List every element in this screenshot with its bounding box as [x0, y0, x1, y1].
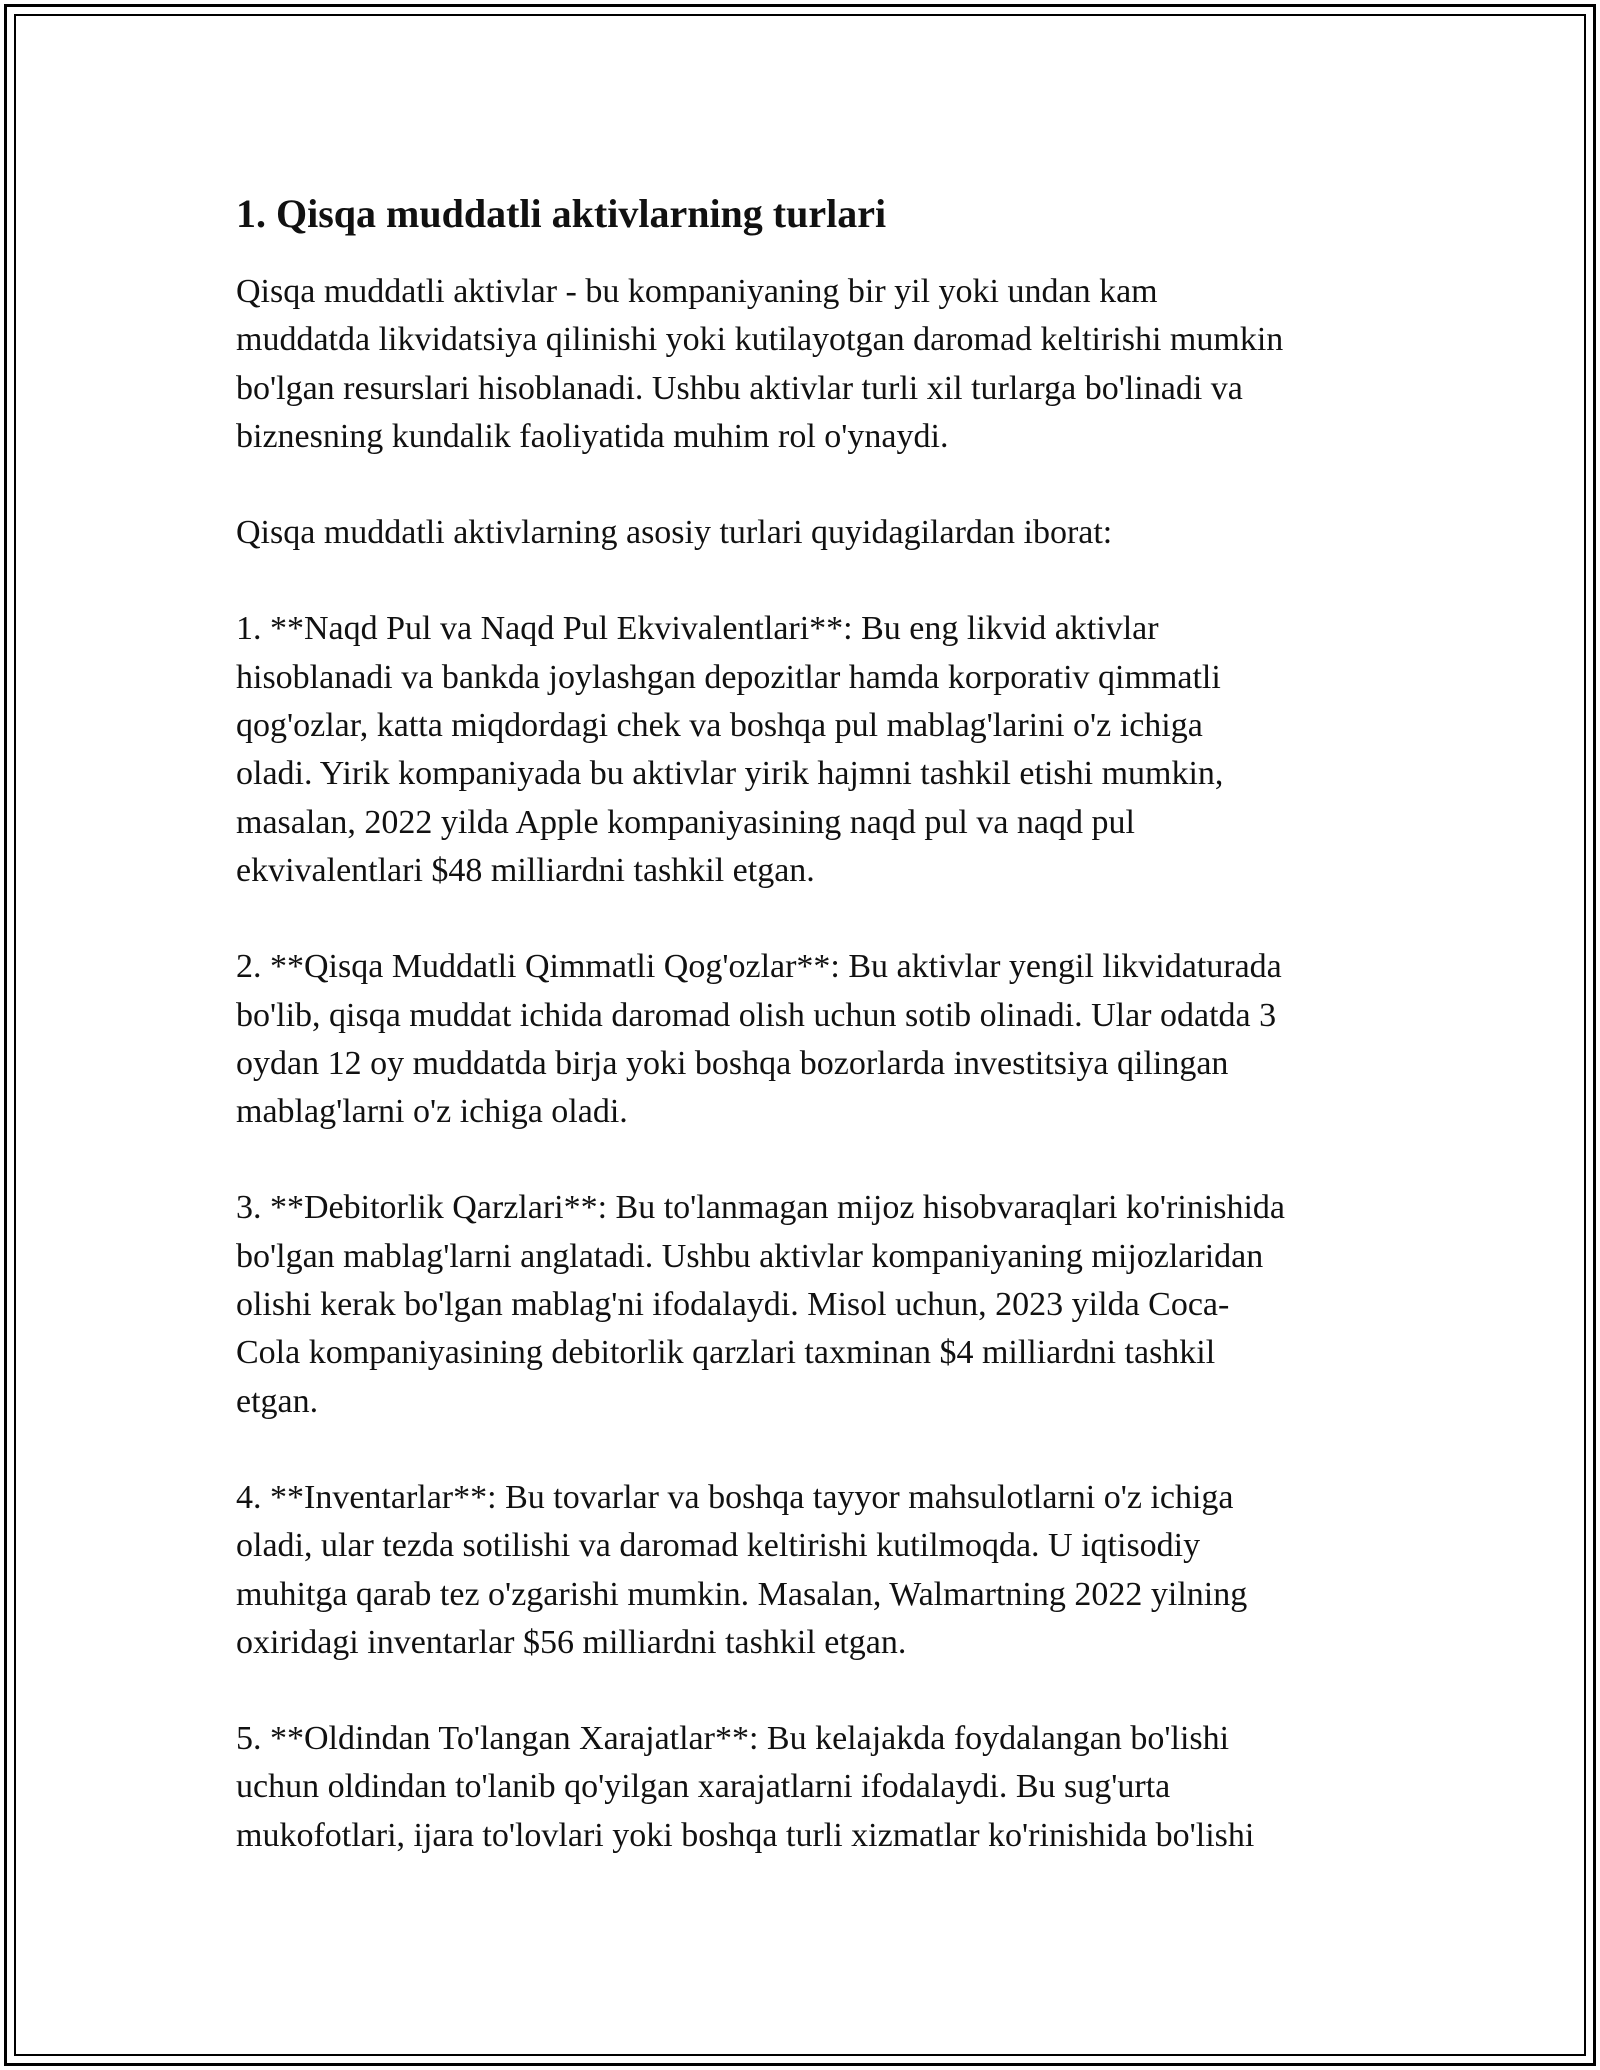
item-cash-equivalents: 1. **Naqd Pul va Naqd Pul Ekvivalentlari**: Bu eng likvid aktivlar hisoblanadi va bankda joylashgan depozitlar hamda korporativ qimmatli qog'ozlar, katta miqdordagi chek va boshqa pul mablag'larini o'z ichiga oladi. Yirik kompaniyada bu aktivlar yirik hajmni tashkil etishi mumkin, masalan, 2022 yilda Apple kompaniyasining naqd pul va naqd pul ekvivalentlari $48 milliardni tashkil etgan.	[236, 610, 1224, 889]
intro-paragraph: Qisqa muddatli aktivlar - bu kompaniyaning bir yil yoki undan kam muddatda likvidatsiya qilinishi yoki kutilayotgan daromad keltirishi mumkin bo'lgan resurslari hisoblanadi. Ushbu aktivlar turli xil turlarga bo'linadi va biznesning kundalik faoliyatida muhim rol o'ynaydi.	[236, 273, 1284, 455]
item-inventories: 4. **Inventarlar**: Bu tovarlar va boshqa tayyor mahsulotlarni o'z ichiga oladi, ular tezda sotilishi va daromad keltirishi kutilmoqda. U iqtisodiy muhitga qarab tez o'zgarishi mumkin. Masalan, Walmartning 2022 yilning oxiridagi inventarlar $56 milliardni tashkil etgan.	[236, 1478, 1248, 1661]
document-body	[236, 184, 1386, 1908]
item-prepaid-expenses: 5. **Oldindan To'langan Xarajatlar**: Bu kelajakda foydalangan bo'lishi uchun oldindan to'lanib qo'yilgan xarajatlarni ifodalaydi. Bu sug'urta mukofotlari, ijara to'lovlari yoki boshqa turli xizmatlar ko'rinishida bo'lishi	[236, 1720, 1255, 1854]
item-short-term-securities: 2. **Qisqa Muddatli Qimmatli Qog'ozlar**: Bu aktivlar yengil likvidaturada bo'lib, qisqa muddat ichida daromad olish uchun sotib olinadi. Ular odatda 3 oydan 12 oy muddatda birja yoki boshqa bozorlarda investitsiya qilingan mablag'larni o'z ichiga oladi.	[236, 948, 1282, 1131]
list-intro-paragraph: Qisqa muddatli aktivlarning asosiy turlari quyidagilardan iborat:	[236, 514, 1113, 552]
item-receivables: 3. **Debitorlik Qarzlari**: Bu to'lanmagan mijoz hisobvaraqlari ko'rinishida bo'lgan mablag'larni anglatadi. Ushbu aktivlar kompaniyaning mijozlaridan olishi kerak bo'lgan mablag'ni ifodalaydi. Misol uchun, 2023 yilda Coca- Cola kompaniyasining debitorlik qarzlari taxminan $4 milliardni tashkil etgan.	[236, 1189, 1286, 1420]
section-heading: 1. Qisqa muddatli aktivlarning turlari	[236, 191, 887, 236]
